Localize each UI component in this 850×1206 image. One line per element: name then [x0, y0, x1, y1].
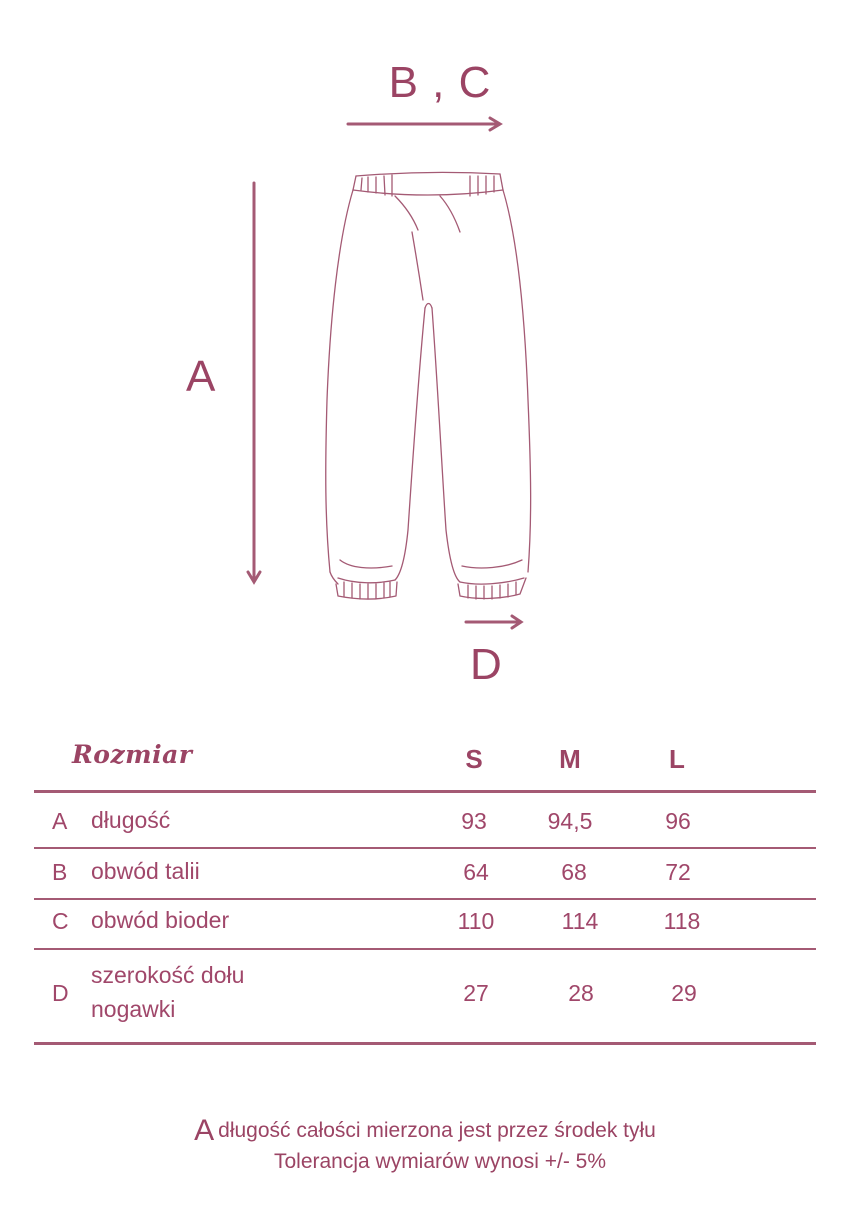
value-l: 96	[665, 808, 691, 834]
row-divider	[34, 898, 816, 900]
value-m: 28	[568, 980, 594, 1006]
size-header-m: M	[559, 744, 581, 774]
note-tolerance: Tolerancja wymiarów wynosi +/- 5%	[273, 1150, 607, 1173]
row-code: C	[52, 908, 69, 934]
row-name: obwód talii	[91, 858, 200, 884]
row-name-line1: szerokość dołu	[91, 962, 245, 988]
arrow-d-icon	[466, 616, 521, 628]
row-name: obwód bioder	[91, 907, 230, 933]
size-header-s: S	[465, 744, 483, 774]
value-s: 93	[461, 808, 487, 834]
label-a: A	[186, 352, 216, 401]
value-m: 94,5	[547, 808, 593, 834]
label-d: D	[470, 640, 502, 689]
row-divider	[34, 948, 816, 950]
size-header-l: L	[669, 744, 685, 774]
note-text: długość całości mierzona jest przez środek tyłu	[218, 1119, 656, 1142]
row-code: B	[52, 859, 68, 885]
value-l: 118	[663, 908, 701, 934]
row-name-line2: nogawki	[91, 996, 176, 1022]
value-l: 29	[671, 980, 697, 1006]
value-s: 64	[463, 859, 489, 885]
arrow-a-icon	[248, 183, 260, 582]
table-bottom-rule	[34, 1042, 816, 1045]
note-letter: A	[194, 1114, 215, 1147]
table-top-rule	[34, 790, 816, 793]
label-bc: B , C	[388, 58, 492, 107]
value-s: 27	[463, 980, 489, 1006]
note-measurement	[0, 1114, 850, 1148]
row-code: A	[52, 808, 68, 834]
arrow-bc-icon	[348, 118, 500, 130]
value-l: 72	[665, 859, 691, 885]
table-title: Rozmiar	[72, 740, 193, 769]
value-m: 68	[561, 859, 587, 885]
row-name: długość	[91, 807, 171, 833]
value-m: 114	[561, 908, 599, 934]
row-code: D	[52, 980, 69, 1006]
pants-outline	[326, 172, 531, 599]
value-s: 110	[457, 908, 495, 934]
row-divider	[34, 847, 816, 849]
